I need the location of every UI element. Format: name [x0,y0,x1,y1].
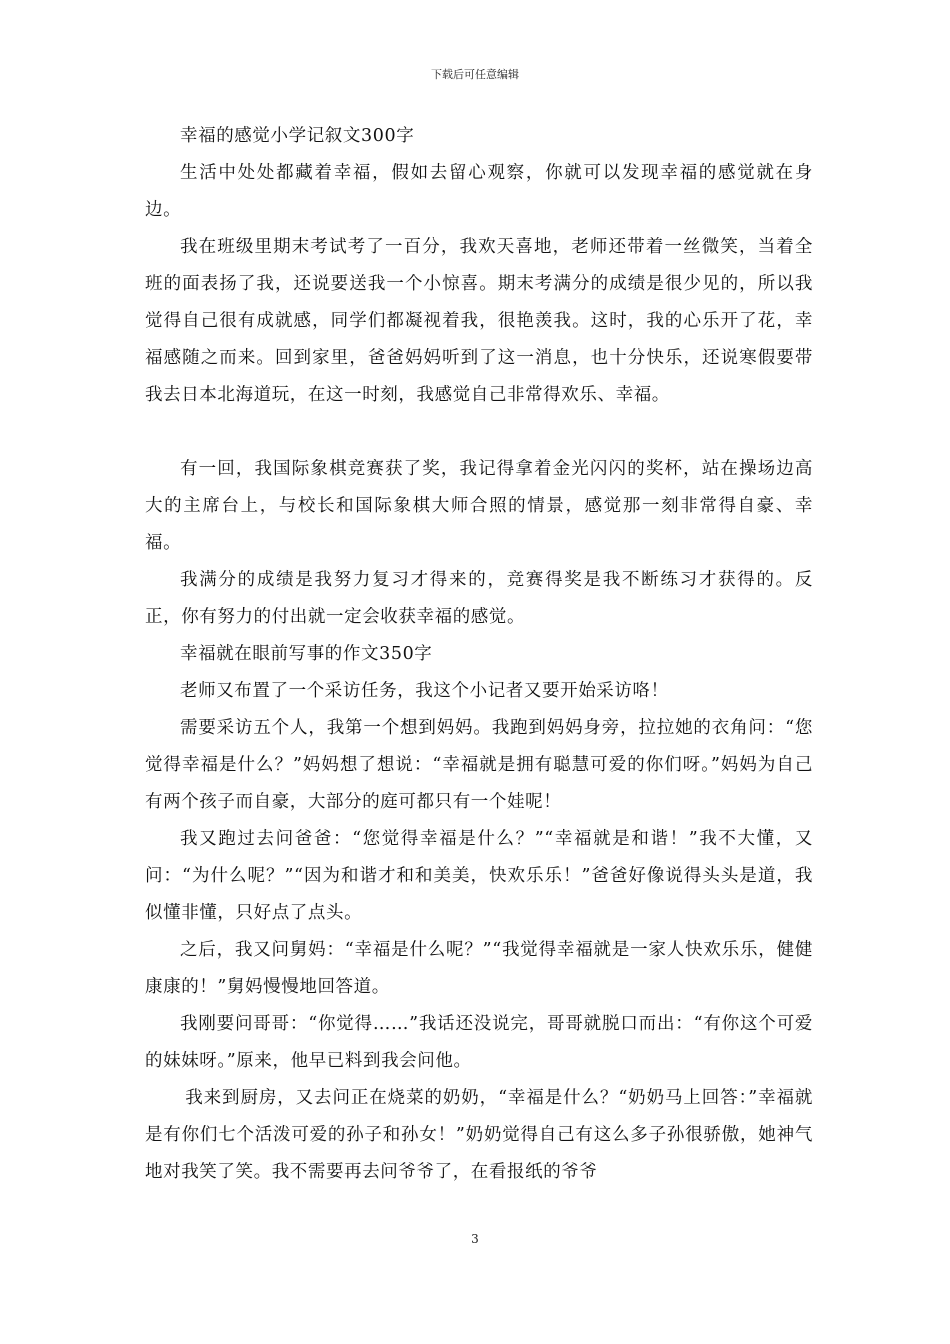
document-body [145,118,813,1191]
article-1-paragraph-1: 生活中处处都藏着幸福，假如去留心观察，你就可以发现幸福的感觉就在身边。 [145,163,813,220]
article-2-paragraph-6: 我来到厨房，又去问正在烧菜的奶奶，“幸福是什么？“奶奶马上回答：”幸福就是有你们七个活泼可爱的孙子和孙女！”奶奶觉得自己有这么多子孙很骄傲，她神气地对我笑了笑。我不需要再去问爷爷了，在看报纸的爷爷 [145,1088,813,1182]
page-header: 下载后可任意编辑 [431,68,519,81]
article-2-paragraph-4: 之后，我又问舅妈：“幸福是什么呢？”“我觉得幸福就是一家人快欢乐乐，健健康康的！”舅妈慢慢地回答道。 [145,940,813,997]
article-2-paragraph-3: 我又跑过去问爸爸：“您觉得幸福是什么？”“幸福就是和谐！”我不大懂，又问：“为什么呢？”“因为和谐才和和美美，快欢乐乐！”爸爸好像说得头头是道，我似懂非懂，只好点了点头。 [145,829,813,923]
article-1-paragraph-4: 我满分的成绩是我努力复习才得来的，竞赛得奖是我不断练习才获得的。反正，你有努力的付出就一定会收获幸福的感觉。 [145,570,813,627]
article-title-1: 幸福的感觉小学记叙文300字 [180,126,415,146]
page-number: 3 [471,1232,479,1246]
article-1-paragraph-3: 有一回，我国际象棋竞赛获了奖，我记得拿着金光闪闪的奖杯，站在操场边高大的主席台上，与校长和国际象棋大师合照的情景，感觉那一刻非常得自豪、幸福。 [145,459,813,553]
article-2-paragraph-1: 老师又布置了一个采访任务，我这个小记者又要开始采访咯！ [180,681,669,701]
article-2-paragraph-2: 需要采访五个人，我第一个想到妈妈。我跑到妈妈身旁，拉拉她的衣角问：“您觉得幸福是什么？”妈妈想了想说：“幸福就是拥有聪慧可爱的你们呀。”妈妈为自己有两个孩子而自豪，大部分的庭可都只有一个娃呢！ [145,718,813,812]
article-2-paragraph-5: 我刚要问哥哥：“你觉得……”我话还没说完，哥哥就脱口而出：“有你这个可爱的妹妹呀。”原来，他早已料到我会问他。 [145,1014,813,1071]
article-title-2: 幸福就在眼前写事的作文350字 [180,644,433,664]
article-1-paragraph-2: 我在班级里期末考试考了一百分，我欢天喜地，老师还带着一丝微笑，当着全班的面表扬了我，还说要送我一个小惊喜。期末考满分的成绩是很少见的，所以我觉得自己很有成就感，同学们都凝视着我，很艳羡我。这时，我的心乐开了花，幸福感随之而来。回到家里，爸爸妈妈听到了这一消息，也十分快乐，还说寒假要带我去日本北海道玩，在这一时刻，我感觉自己非常得欢乐、幸福。 [145,237,813,405]
